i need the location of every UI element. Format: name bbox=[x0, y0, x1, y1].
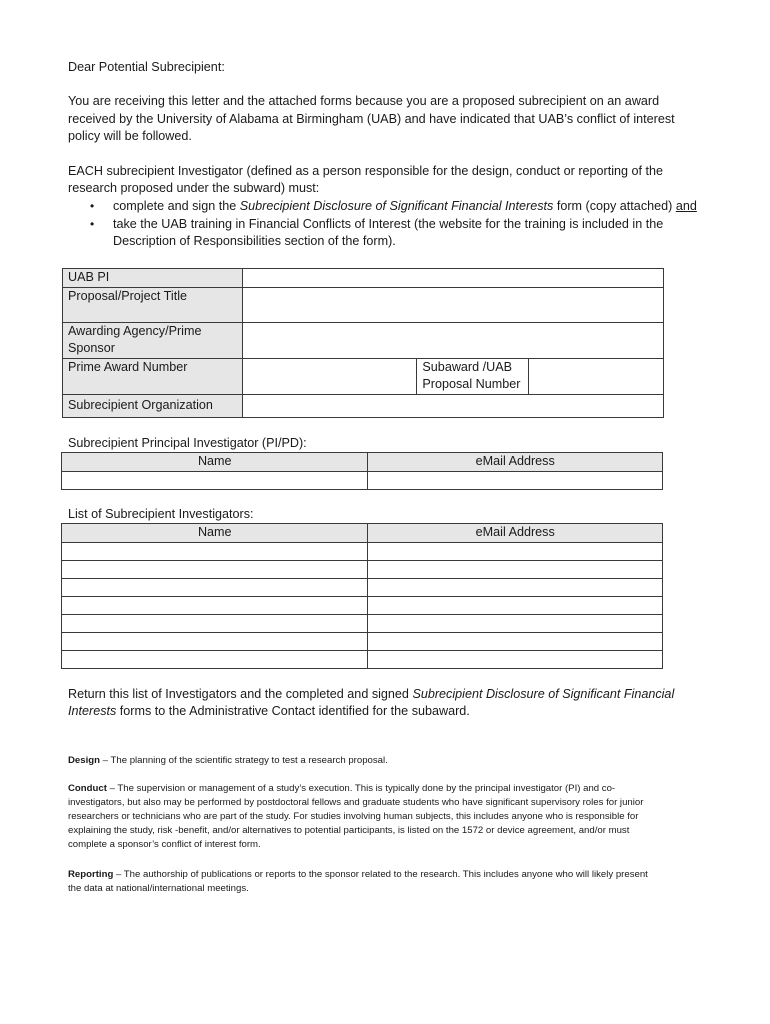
inv-col-name: Name bbox=[62, 524, 368, 543]
pi-name-field[interactable] bbox=[62, 471, 368, 489]
subaward-label-line1: Subaward /UAB bbox=[422, 359, 513, 374]
bullet-1-pre: complete and sign the bbox=[113, 199, 240, 213]
bullet-2-line1: take the UAB training in Financial Conflicts of Interest (the website for the training is included in the bbox=[113, 217, 664, 231]
pi-table bbox=[61, 452, 663, 490]
awarding-agency-label-line1: Awarding Agency/Prime bbox=[68, 323, 202, 338]
inv-email-field[interactable] bbox=[368, 614, 663, 632]
investigators-table bbox=[61, 523, 663, 669]
sub-org-label: Subrecipient Organization bbox=[63, 394, 243, 417]
para1-line1: You are receiving this letter and the attached forms because you are a proposed subrecipient on an award bbox=[68, 94, 660, 108]
bullet-dot-2: • bbox=[90, 217, 95, 231]
para2-line2: research proposed under the subward) must: bbox=[68, 181, 320, 195]
awarding-agency-label-line2: Sponsor bbox=[68, 341, 115, 355]
subaward-label-line2: Proposal Number bbox=[422, 377, 521, 391]
sub-org-field[interactable] bbox=[242, 394, 663, 417]
awarding-agency-label bbox=[63, 322, 243, 358]
awarding-agency-field[interactable] bbox=[242, 322, 663, 358]
salutation: Dear Potential Subrecipient: bbox=[68, 60, 225, 74]
inv-name-field[interactable] bbox=[62, 560, 368, 578]
pi-section-title: Subrecipient Principal Investigator (PI/PD): bbox=[68, 436, 307, 450]
pi-col-name: Name bbox=[62, 453, 368, 472]
conduct-definition-line1 bbox=[68, 782, 615, 796]
design-term: Design bbox=[68, 755, 100, 766]
inv-name-field[interactable] bbox=[62, 650, 368, 668]
reporting-term: Reporting bbox=[68, 869, 114, 880]
uab-pi-label: UAB PI bbox=[63, 269, 243, 288]
inv-email-field[interactable] bbox=[368, 560, 663, 578]
conduct-text-1: – The supervision or management of a study’s execution. This is typically done by the principal investigator (PI) and co- bbox=[106, 783, 616, 794]
reporting-definition-line2: the data at national/international meetings. bbox=[68, 883, 249, 894]
subaward-field[interactable] bbox=[529, 358, 664, 394]
conduct-definition-line3: researchers or technicians who are part of the study. For studies involving human subjects, this includes anyone who is responsible for bbox=[68, 811, 639, 822]
conduct-term: Conduct bbox=[68, 783, 107, 794]
reporting-definition-line1 bbox=[68, 868, 648, 882]
inv-email-field[interactable] bbox=[368, 542, 663, 560]
prime-award-field[interactable] bbox=[242, 358, 417, 394]
project-title-field[interactable] bbox=[242, 287, 663, 322]
design-definition bbox=[68, 754, 388, 768]
subaward-label bbox=[417, 358, 529, 394]
bullet-2-line2: Description of Responsibilities section of the form). bbox=[113, 234, 396, 248]
inv-name-field[interactable] bbox=[62, 632, 368, 650]
award-info-table bbox=[62, 268, 664, 418]
para1-line2: received by the University of Alabama at Birmingham (UAB) and have indicated that UAB’s conflict of interest bbox=[68, 112, 675, 126]
return-note-line1 bbox=[68, 686, 674, 704]
return-note-pre: Return this list of Investigators and the completed and signed bbox=[68, 687, 413, 701]
project-title-label: Proposal/Project Title bbox=[63, 287, 243, 322]
inv-name-field[interactable] bbox=[62, 578, 368, 596]
bullet-1-form-name: Subrecipient Disclosure of Significant Financial Interests bbox=[239, 199, 554, 213]
uab-pi-field[interactable] bbox=[242, 269, 663, 288]
inv-name-field[interactable] bbox=[62, 542, 368, 560]
conduct-definition-line5: complete a sponsor’s conflict of interest form. bbox=[68, 839, 261, 850]
bullet-1-post: form (copy attached) bbox=[553, 199, 676, 213]
para2-line1: EACH subrecipient Investigator (defined as a person responsible for the design, conduct or reporting of the bbox=[68, 164, 664, 178]
bullet-1 bbox=[113, 198, 697, 216]
inv-name-field[interactable] bbox=[62, 596, 368, 614]
inv-email-field[interactable] bbox=[368, 578, 663, 596]
return-note-post: forms to the Administrative Contact identified for the subaward. bbox=[116, 704, 470, 718]
inv-name-field[interactable] bbox=[62, 614, 368, 632]
return-note-form-name-1: Subrecipient Disclosure of Significant Financial bbox=[412, 687, 675, 701]
pi-email-field[interactable] bbox=[368, 471, 663, 489]
bullet-dot-1: • bbox=[90, 199, 95, 213]
return-note-form-name-2: Interests bbox=[68, 704, 117, 718]
conduct-definition-line2: investigators, but also may be performed by postdoctoral fellows and graduate students who have significant supervisory roles for junior bbox=[68, 797, 644, 808]
pi-col-email: eMail Address bbox=[368, 453, 663, 472]
para1-line3: policy will be followed. bbox=[68, 129, 192, 143]
prime-award-label: Prime Award Number bbox=[63, 358, 243, 394]
conduct-definition-line4: explaining the study, risk -benefit, and/or alternatives to potential participants, is listed on the 1572 or device agreement, and/or must bbox=[68, 825, 630, 836]
inv-email-field[interactable] bbox=[368, 632, 663, 650]
design-text: – The planning of the scientific strategy to test a research proposal. bbox=[100, 755, 388, 766]
return-note-line2 bbox=[68, 703, 470, 721]
reporting-text-1: – The authorship of publications or reports to the sponsor related to the research. This includes anyone who will likely present bbox=[113, 869, 648, 880]
bullet-1-and: and bbox=[675, 199, 697, 213]
inv-email-field[interactable] bbox=[368, 596, 663, 614]
inv-email-field[interactable] bbox=[368, 650, 663, 668]
inv-col-email: eMail Address bbox=[368, 524, 663, 543]
investigators-section-title: List of Subrecipient Investigators: bbox=[68, 507, 254, 521]
